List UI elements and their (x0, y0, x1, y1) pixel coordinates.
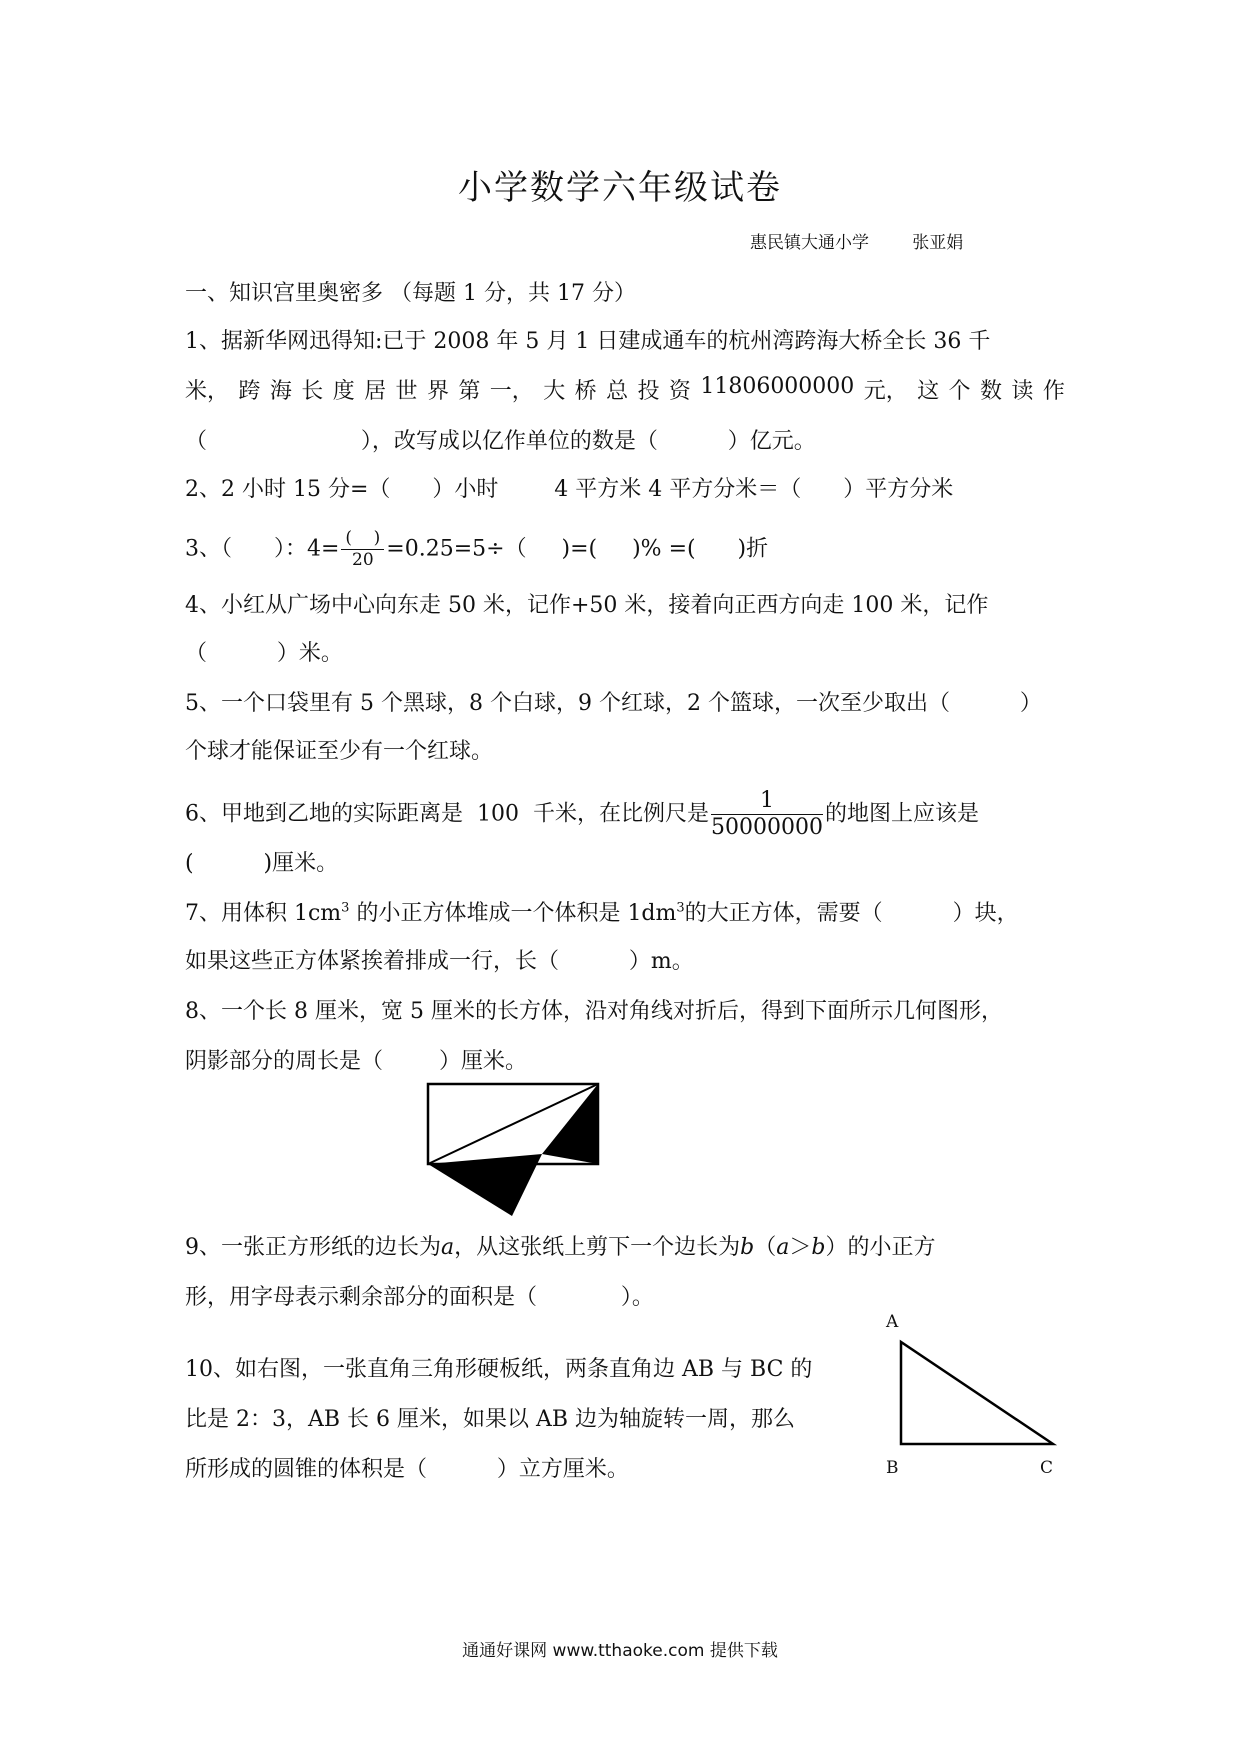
q9-line1 (185, 1230, 936, 1261)
q1-word: 界 (426, 379, 449, 404)
q4-line1: 4、小红从广场中心向东走 50 米，记作+50 米，接着向正西方向走 100 米，记作 (185, 593, 989, 618)
q1-word: 一， (489, 379, 534, 404)
q9-part4: ）的小正方 (825, 1235, 936, 1260)
q1-word: 第 (458, 379, 481, 404)
q10-line2: 比是 2：3，AB 长 6 厘米，如果以 AB 边为轴旋转一周，那么 (185, 1407, 796, 1432)
q1-word: 资 (668, 379, 691, 404)
q1-word: 海 (269, 379, 292, 404)
q9-line2: 形，用字母表示剩余部分的面积是（ ）。 (185, 1285, 654, 1310)
q6-prefix: 6、甲地到乙地的实际距离是 100 千米，在比例尺是 (185, 801, 709, 827)
q3-fraction (341, 530, 384, 569)
q1-word: 个 (948, 379, 971, 404)
q1-word: 大 (543, 379, 566, 404)
q8-line1: 8、一个长 8 厘米，宽 5 厘米的长方体，沿对角线对折后，得到下面所示几何图形， (185, 999, 1003, 1024)
q3-prefix: 3、（ ）：4= (185, 536, 340, 562)
q9-cond-b: b (811, 1235, 826, 1260)
q9-var-b: b (740, 1235, 755, 1260)
q1-word: 读 (1011, 379, 1034, 404)
q9-part3: （ (754, 1235, 777, 1260)
q3-line (185, 530, 768, 569)
q7-sup2: 3 (676, 900, 685, 916)
q7-line1 (185, 896, 1019, 927)
q1-word: 长 (301, 379, 324, 404)
q9-cond-a: a (776, 1235, 790, 1260)
q10-label-b: B (886, 1458, 899, 1478)
q7-part2: 的小正方体堆成一个体积是 1dm (349, 901, 677, 926)
page-title: 小学数学六年级试卷 (458, 168, 782, 208)
q4-line2: （ ）米。 (185, 641, 343, 666)
footer-source: 通通好课网 www.tthaoke.com 提供下载 (462, 1641, 778, 1661)
q5-line1: 5、一个口袋里有 5 个黑球，8 个白球，9 个红球，2 个篮球，一次至少取出（ ） (185, 691, 1042, 716)
q1-word: 米， (185, 379, 230, 404)
q3-frac-den: 20 (352, 550, 374, 570)
q9-cond-op: ＞ (789, 1235, 812, 1260)
q7-sup1: 3 (341, 900, 350, 916)
q9-part1: 9、一张正方形纸的边长为 (185, 1235, 441, 1260)
q10-label-a: A (886, 1312, 899, 1332)
q6-frac-num: 1 (711, 790, 823, 815)
q10-right-triangle-figure (890, 1336, 1060, 1452)
q10-triangle (901, 1342, 1053, 1444)
q1-word: 这 (917, 379, 940, 404)
q1-word: 数 (979, 379, 1002, 404)
q7-line2: 如果这些正方体紧挨着排成一行，长（ ）m。 (185, 949, 694, 974)
q1-word: 投 (637, 379, 660, 404)
q8-shaded-right (542, 1084, 598, 1164)
q1-word: 世 (395, 379, 418, 404)
q8-shaded-bottom (428, 1154, 542, 1216)
author-line (750, 228, 963, 253)
q1-word: 元， (863, 379, 908, 404)
q7-part1: 7、用体积 1cm (185, 901, 342, 926)
q6-line2: ( )厘米。 (185, 851, 339, 876)
q8-folded-rectangle-figure (420, 1076, 610, 1228)
q6-frac-den: 50000000 (710, 815, 823, 840)
q1-word: 跨 (238, 379, 261, 404)
author-school: 惠民镇大通小学 (750, 233, 869, 253)
q5-line2: 个球才能保证至少有一个红球。 (185, 739, 494, 764)
q10-label-c: C (1040, 1458, 1054, 1478)
q2-line: 2、2 小时 15 分=（ ）小时 4 平方米 4 平方分米＝（ ）平方分米 (185, 477, 954, 502)
q3-suffix: =0.25=5÷（ )=( )% =( )折 (386, 536, 769, 562)
q10-line3: 所形成的圆锥的体积是（ ）立方厘米。 (185, 1457, 629, 1482)
section-heading: 一、知识宫里奥密多 （每题 1 分，共 17 分） (185, 281, 636, 306)
q6-fraction (711, 790, 823, 839)
q1-line1: 1、据新华网迅得知:已于 2008 年 5 月 1 日建成通车的杭州湾跨海大桥全长 36 千 (185, 329, 991, 354)
q1-word: 度 (332, 379, 355, 404)
q1-word: 作 (1042, 379, 1065, 404)
q3-frac-num: ( ) (341, 530, 384, 550)
q1-word: 11806000000 (700, 374, 855, 399)
q8-line2: 阴影部分的周长是（ ）厘米。 (185, 1049, 527, 1074)
q7-part3: 的大正方体，需要（ ）块， (684, 901, 1019, 926)
q1-line2 (185, 374, 1065, 405)
q10-line1: 10、如右图，一张直角三角形硬板纸，两条直角边 AB 与 BC 的 (185, 1357, 813, 1382)
q9-var-a: a (441, 1235, 455, 1260)
q9-part2: ，从这张纸上剪下一个边长为 (454, 1235, 741, 1260)
author-name: 张亚娟 (912, 233, 964, 253)
q1-word: 桥 (574, 379, 597, 404)
q1-line3: （ ），改写成以亿作单位的数是（ ）亿元。 (185, 429, 816, 454)
q1-word: 总 (606, 379, 629, 404)
q6-line1 (185, 790, 979, 839)
q6-suffix: 的地图上应该是 (824, 801, 979, 827)
q1-word: 居 (364, 379, 387, 404)
